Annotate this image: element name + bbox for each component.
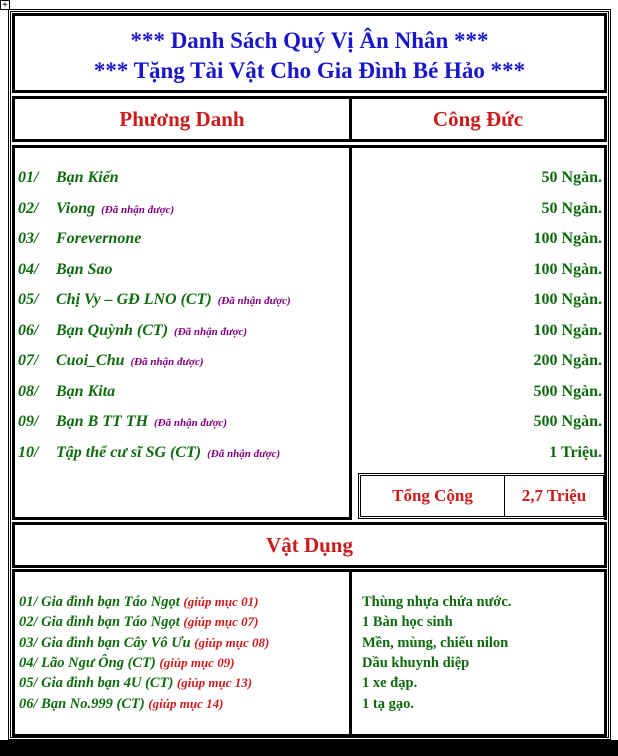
supply-help-note: (giúp mục 13) bbox=[176, 675, 253, 691]
supply-item: 1 Bàn học sinh bbox=[362, 614, 453, 631]
received-note: (Đã nhận được) bbox=[217, 295, 291, 307]
received-note: (Đã nhận được) bbox=[154, 417, 228, 429]
supply-giver-text: 05/ Gia đình bạn 4U (CT) bbox=[19, 675, 177, 692]
donation-amount: 100 Ngàn. bbox=[533, 230, 602, 247]
supplies-header: Vật Dụng bbox=[12, 522, 607, 568]
donor-number: 01/ bbox=[18, 169, 39, 186]
title-line-1: *** Danh Sách Quý Vị Ân Nhân *** bbox=[130, 28, 489, 53]
supply-help-note: (giúp mục 09) bbox=[159, 654, 235, 670]
supply-giver bbox=[19, 592, 258, 612]
donation-amount: 50 Ngàn. bbox=[541, 199, 602, 217]
donor-name-text: Tập thể cư sĩ SG (CT) bbox=[56, 443, 202, 461]
donor-number: 09/ bbox=[18, 413, 39, 430]
donor-name bbox=[56, 383, 115, 401]
received-note: (Đã nhận được) bbox=[174, 325, 248, 338]
donor-name-text: Bạn Quỳnh (CT) bbox=[56, 321, 169, 339]
donor-name bbox=[56, 444, 280, 462]
donor-number: 08/ bbox=[18, 382, 39, 400]
donor-name bbox=[56, 200, 174, 218]
donation-amount: 50 Ngàn. bbox=[541, 169, 602, 186]
donor-name bbox=[56, 291, 291, 309]
donation-amount: 500 Ngàn. bbox=[533, 413, 602, 430]
bottom-edge-bar bbox=[0, 740, 618, 756]
donor-row bbox=[18, 200, 602, 224]
donor-number: 05/ bbox=[18, 291, 39, 308]
supply-item: Dầu khuynh diệp bbox=[362, 654, 470, 671]
supply-giver bbox=[19, 694, 223, 714]
donor-row bbox=[18, 352, 602, 376]
supply-giver-text: 06/ Bạn No.999 (CT) bbox=[19, 695, 149, 712]
received-note: (Đã nhận được) bbox=[130, 356, 204, 368]
supply-item: Mền, mùng, chiếu nilon bbox=[362, 634, 509, 651]
total-box bbox=[358, 473, 606, 519]
supply-help-note: (giúp mục 01) bbox=[183, 594, 259, 609]
donor-name bbox=[56, 169, 119, 187]
donor-name-text: Bạn Kiến bbox=[56, 169, 119, 186]
donor-name bbox=[56, 352, 203, 370]
total-label: Tổng Cộng bbox=[392, 486, 473, 505]
received-note: (Đã nhận được) bbox=[101, 203, 175, 216]
donor-name bbox=[56, 230, 141, 248]
donor-row bbox=[18, 444, 602, 468]
donation-amount: 100 Ngàn. bbox=[533, 321, 602, 339]
supply-item: 1 tạ gạo. bbox=[362, 695, 414, 712]
donation-amount: 500 Ngàn. bbox=[533, 382, 602, 400]
donation-amount: 200 Ngàn. bbox=[533, 352, 602, 369]
donor-row bbox=[18, 322, 602, 346]
donor-row bbox=[18, 413, 602, 437]
donor-name-text: Cuoi_Chu bbox=[56, 352, 125, 369]
supply-giver bbox=[19, 612, 258, 632]
donor-name-text: Bạn B TT TH bbox=[56, 413, 149, 430]
supply-help-note: (giúp mục 08) bbox=[194, 634, 270, 650]
total-value: 2,7 Triệu bbox=[521, 486, 587, 505]
supply-giver-text: 01/ Gia đình bạn Táo Ngọt bbox=[19, 594, 184, 610]
supply-help-note: (giúp mục 14) bbox=[148, 695, 224, 711]
donor-number: 03/ bbox=[18, 230, 39, 247]
donation-amount: 1 Triệu. bbox=[549, 443, 602, 461]
column-header-amount: Công Đức bbox=[349, 96, 607, 142]
page-title bbox=[12, 13, 607, 93]
supply-giver-text: 02/ Gia đình bạn Táo Ngọt bbox=[19, 614, 184, 631]
donor-name bbox=[56, 322, 247, 340]
donor-number: 07/ bbox=[18, 352, 39, 369]
donor-number: 02/ bbox=[18, 199, 39, 217]
column-header-name: Phương Danh bbox=[12, 96, 352, 142]
donor-row bbox=[18, 261, 602, 285]
donation-amount: 100 Ngàn. bbox=[533, 260, 602, 278]
supply-item: 1 xe đạp. bbox=[362, 675, 418, 692]
supply-help-note: (giúp mục 07) bbox=[183, 614, 259, 630]
supply-giver bbox=[19, 633, 269, 653]
supply-giver-text: 04/ Lão Ngư Ông (CT) bbox=[19, 654, 160, 671]
donor-row bbox=[18, 291, 602, 315]
donor-name bbox=[56, 413, 227, 431]
donor-number: 06/ bbox=[18, 321, 39, 339]
donor-name-text: Bạn Sao bbox=[56, 260, 113, 278]
supply-giver-text: 03/ Gia đình bạn Cây Vô Ưu bbox=[19, 634, 195, 651]
donor-name-text: Viong bbox=[56, 199, 96, 217]
donor-name bbox=[56, 261, 112, 279]
donor-row bbox=[18, 383, 602, 407]
supply-giver bbox=[19, 673, 252, 693]
received-note: (Đã nhận được) bbox=[207, 447, 281, 460]
table-move-handle-icon[interactable]: + bbox=[0, 0, 10, 10]
donor-number: 10/ bbox=[18, 443, 39, 461]
title-line-2: *** Tặng Tài Vật Cho Gia Đình Bé Hảo *** bbox=[93, 58, 526, 83]
donor-row bbox=[18, 169, 602, 193]
supply-item: Thùng nhựa chứa nước. bbox=[362, 594, 512, 610]
donor-name-text: Chị Vy – GĐ LNO (CT) bbox=[56, 291, 212, 308]
supply-giver bbox=[19, 653, 235, 673]
donation-amount: 100 Ngàn. bbox=[533, 291, 602, 308]
donor-name-text: Bạn Kita bbox=[56, 382, 116, 400]
donor-name-text: Forevernone bbox=[56, 230, 142, 247]
donor-number: 04/ bbox=[18, 260, 39, 278]
donor-row bbox=[18, 230, 602, 254]
